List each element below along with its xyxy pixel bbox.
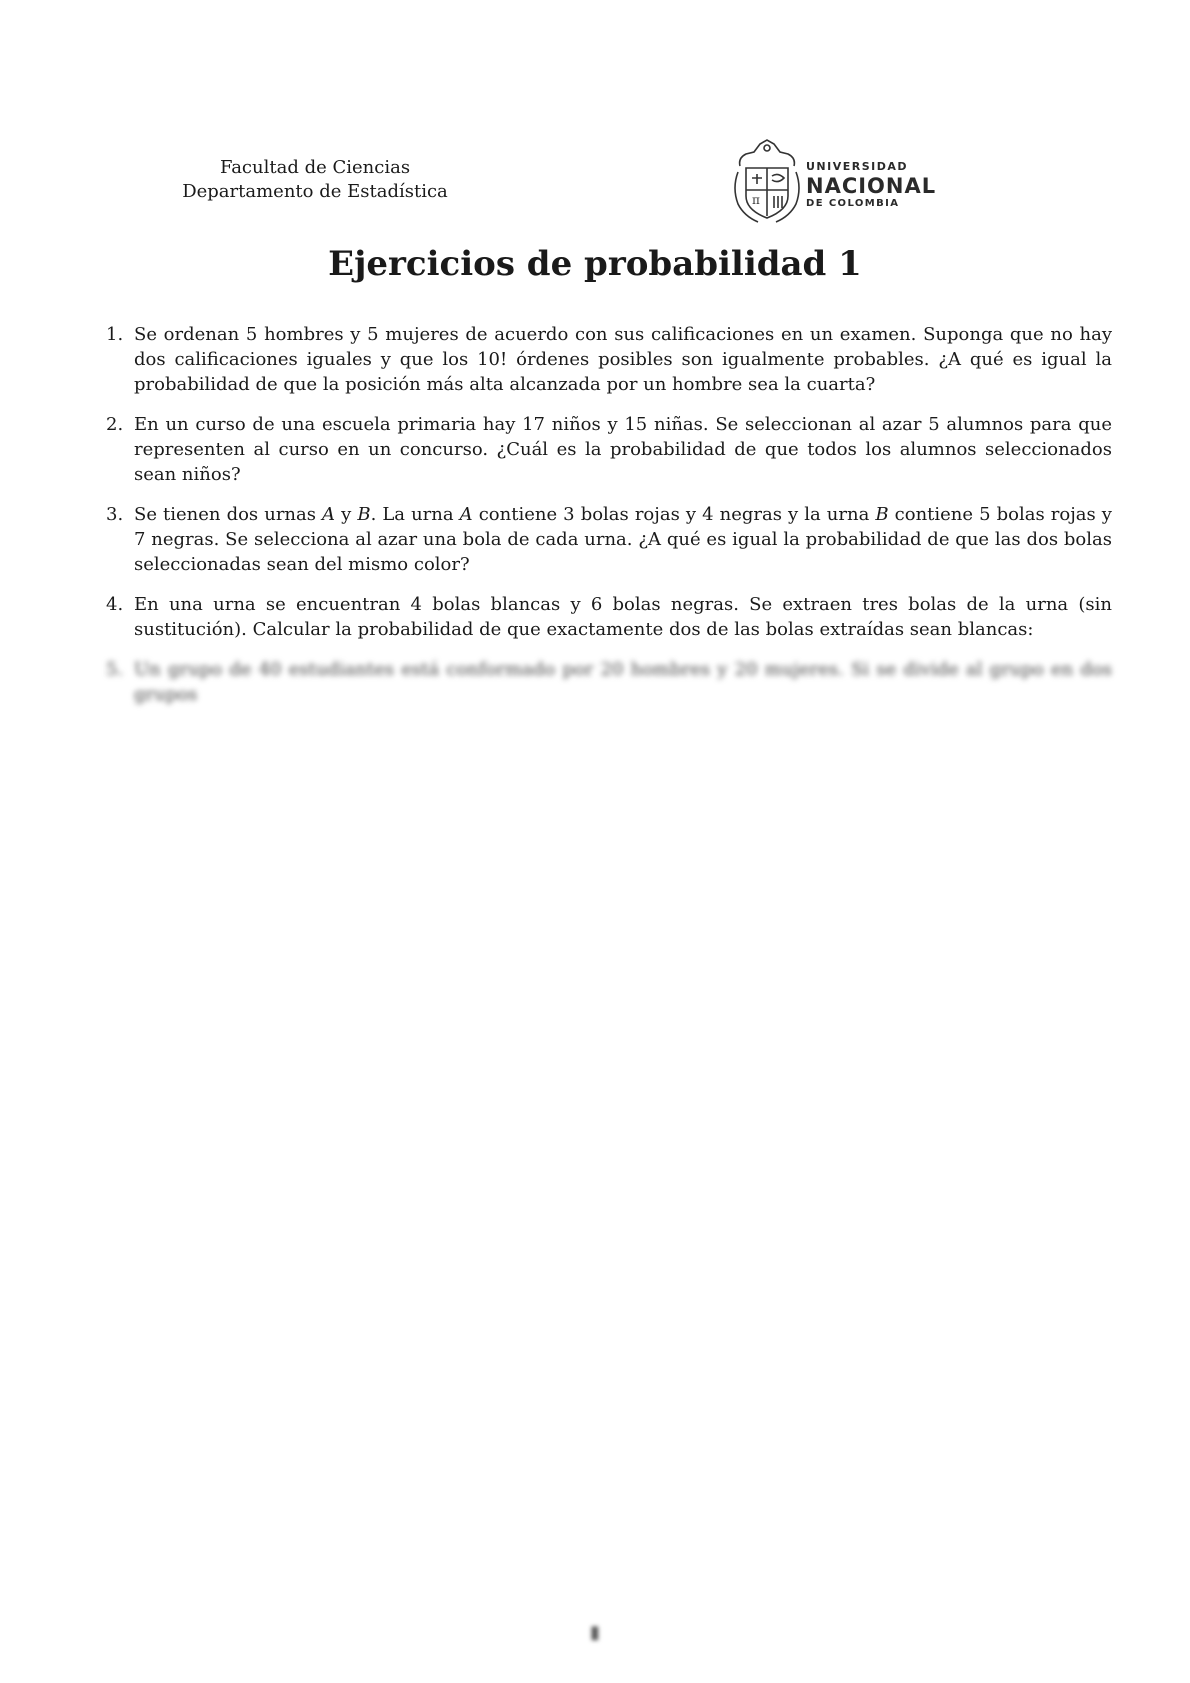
exercise-text: Se ordenan 5 hombres y 5 mujeres de acuerdo con sus calificaciones en un examen. Suponga que no hay dos calificaciones iguales y que los 10! órdenes posibles son igualmente probables. ¿A qué es igual la probabilidad de que la posición más alta alcanzada por un hombre sea la cuarta? — [134, 324, 1112, 395]
exercise-number: 2. — [106, 414, 124, 435]
exercise-item-4 — [106, 592, 1112, 642]
text-segment: contiene 3 bolas rojas y 4 negras y la urna — [472, 504, 876, 525]
crest-icon — [728, 138, 806, 226]
exercise-text: En un curso de una escuela primaria hay 17 niños y 15 niñas. Se seleccionan al azar 5 alumnos para que representen al curso en un concurso. ¿Cuál es la probabilidad de que todos los alumnos seleccionados sean niños? — [134, 414, 1112, 485]
math-variable: A — [459, 504, 473, 525]
exercise-number: 1. — [106, 324, 124, 345]
exercise-list — [106, 322, 1112, 728]
logo-line-3: DE COLOMBIA — [806, 198, 900, 209]
logo-line-1: UNIVERSIDAD — [806, 160, 909, 173]
math-variable: B — [357, 504, 371, 525]
text-segment: Se tienen dos urnas — [134, 504, 323, 525]
department-name: Departamento de Estadística — [182, 181, 448, 202]
exercise-item-1 — [106, 322, 1112, 397]
university-logo — [728, 138, 948, 226]
exercise-item-3 — [106, 502, 1112, 577]
exercise-text: En una urna se encuentran 4 bolas blancas y 6 bolas negras. Se extraen tres bolas de la urna (sin sustitución). Calcular la probabilidad de que exactamente dos de las bolas extraídas sean blancas: — [134, 594, 1112, 640]
math-variable: A — [322, 504, 336, 525]
text-segment: contiene 5 bolas rojas y 7 negras. Se selecciona al azar una bola de cada urna. ¿A qué es igual la probabilidad de que las dos bolas seleccionadas sean del mismo color? — [134, 504, 1112, 575]
exercise-number: 5. — [106, 659, 124, 680]
exercise-item-2 — [106, 412, 1112, 487]
exercise-number: 3. — [106, 504, 124, 525]
text-segment: . La urna — [370, 504, 460, 525]
exercise-number: 4. — [106, 594, 124, 615]
page-title: Ejercicios de probabilidad 1 — [328, 244, 862, 284]
exercise-text: Un grupo de 40 estudiantes está conformado por 20 hombres y 20 mujeres. Si se divide al grupo en dos grupos — [134, 659, 1112, 705]
university-wordmark — [806, 160, 936, 210]
page-number: ▮ — [590, 1622, 600, 1643]
text-segment: y — [335, 504, 358, 525]
institution-header — [150, 156, 480, 204]
math-variable: B — [875, 504, 889, 525]
faculty-name: Facultad de Ciencias — [219, 157, 411, 178]
exercise-text — [134, 502, 1112, 577]
exercise-item-5 — [106, 657, 1112, 713]
logo-line-2: NACIONAL — [806, 174, 937, 198]
svg-text:π: π — [752, 193, 760, 207]
